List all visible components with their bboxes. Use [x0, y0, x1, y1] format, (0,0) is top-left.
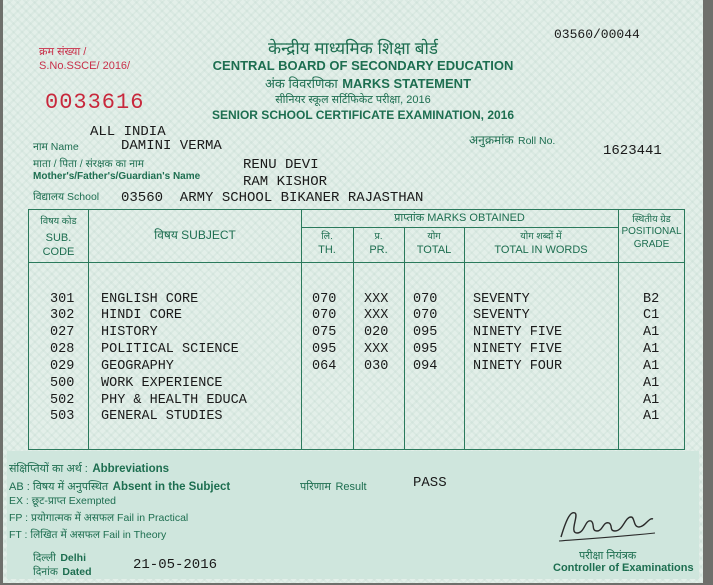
abbrev-ab-hindi: AB : विषय में अनुपस्थित	[9, 481, 109, 493]
marks-statement-card	[3, 0, 703, 583]
row-subject: WORK EXPERIENCE	[101, 376, 223, 391]
th-practical-hindi: प्र.	[374, 231, 383, 242]
marks-statement-hindi: अंक विवरणिका	[264, 76, 338, 91]
board-name-hindi: केन्द्रीय माध्यमिक शिक्षा बोर्ड	[268, 39, 438, 58]
result-label-hindi: परिणाम	[300, 481, 331, 493]
row-code: 029	[50, 359, 75, 374]
marks-statement-english: MARKS STATEMENT	[342, 76, 472, 91]
row-practical: XXX	[364, 342, 389, 357]
col-divider-code	[88, 209, 89, 450]
row-words: NINETY FIVE	[473, 325, 563, 340]
certificate-number: 0033616	[45, 90, 145, 115]
row-code: 028	[50, 342, 75, 357]
roll-no-label-hindi: अनुक्रमांक	[469, 133, 514, 147]
row-total: 070	[413, 292, 438, 307]
row-code: 301	[50, 292, 75, 307]
row-words: NINETY FIVE	[473, 342, 563, 357]
row-words: SEVENTY	[473, 308, 530, 323]
row-practical: 030	[364, 359, 389, 374]
result-value: PASS	[413, 475, 447, 491]
parent-label-hindi: माता / पिता / संरक्षक का नाम	[33, 158, 145, 170]
th-words: TOTAL IN WORDS	[494, 244, 588, 256]
row-code: 500	[50, 376, 75, 391]
parent-label-english: Mother's/Father's/Guardian's Name	[33, 171, 201, 182]
abbrev-ex-line: EX : छूट-प्राप्त Exempted	[9, 495, 117, 507]
row-theory: 095	[312, 342, 337, 357]
table-header-divider	[28, 262, 685, 263]
col-divider-pr	[404, 227, 405, 450]
all-india-label: ALL INDIA	[90, 124, 166, 140]
abbreviations-title-hindi: संक्षिप्तियों का अर्थ :	[9, 463, 88, 475]
table-top-border	[28, 209, 685, 210]
row-practical: XXX	[364, 308, 389, 323]
abbrev-fp-line: FP : प्रयोगात्मक में असफल Fail in Practical	[9, 512, 189, 524]
row-practical: 020	[364, 325, 389, 340]
board-name-english: CENTRAL BOARD OF SECONDARY EDUCATION	[212, 58, 514, 73]
th-code-hindi: विषय कोड	[40, 216, 77, 227]
row-subject: GEOGRAPHY	[101, 359, 174, 374]
row-words: SEVENTY	[473, 292, 530, 307]
serial-label-hindi: क्रम संख्या /	[39, 46, 87, 58]
place-label-hindi: दिल्ली	[33, 552, 56, 564]
date-value: 21-05-2016	[133, 557, 218, 573]
row-code: 302	[50, 308, 75, 323]
controller-english: Controller of Examinations	[553, 562, 694, 574]
row-subject: GENERAL STUDIES	[101, 409, 223, 424]
school-label: विद्यालय School	[33, 191, 100, 203]
col-divider-total	[464, 227, 465, 450]
table-bottom-border	[28, 449, 685, 450]
row-grade: A1	[643, 359, 660, 374]
marks-statement-title	[218, 74, 518, 93]
th-grade-hindi: स्थितीय ग्रेड	[632, 214, 671, 225]
row-code: 027	[50, 325, 75, 340]
th-marks-obtained: प्राप्तांक MARKS OBTAINED	[394, 212, 525, 224]
row-subject: HISTORY	[101, 325, 158, 340]
result-label	[300, 477, 367, 495]
row-total: 094	[413, 359, 438, 374]
exam-name-hindi: सीनियर स्कूल सर्टिफिकेट परीक्षा, 2016	[275, 94, 431, 106]
row-total: 095	[413, 325, 438, 340]
roll-number: 1623441	[603, 143, 662, 159]
roll-no-label	[469, 131, 555, 149]
th-grade-positional: POSITIONAL	[621, 226, 682, 237]
exam-name-english: SENIOR SCHOOL CERTIFICATE EXAMINATION, 2016	[211, 108, 515, 122]
row-grade: A1	[643, 325, 660, 340]
abbrev-ab-line	[9, 477, 230, 495]
table-right-border	[684, 209, 685, 450]
abbreviations-panel	[7, 451, 699, 579]
row-code: 502	[50, 393, 75, 408]
candidate-name: DAMINI VERMA	[121, 138, 222, 154]
th-theory-hindi: लि.	[321, 231, 333, 242]
row-grade: A1	[643, 393, 660, 408]
row-subject: HINDI CORE	[101, 308, 183, 323]
row-total: 070	[413, 308, 438, 323]
dated-label	[33, 562, 92, 580]
serial-number: 03560/00044	[554, 27, 640, 42]
th-total-hindi: योग	[427, 231, 441, 242]
row-theory: 070	[312, 308, 337, 323]
father-name: RAM KISHOR	[243, 174, 328, 190]
row-theory: 064	[312, 359, 337, 374]
row-grade: B2	[643, 292, 660, 307]
th-code-sub: SUB.	[45, 232, 72, 244]
controller-hindi: परीक्षा नियंत्रक	[579, 550, 637, 562]
row-code: 503	[50, 409, 75, 424]
th-subject: विषय SUBJECT	[154, 228, 236, 242]
abbreviations-title	[9, 459, 169, 477]
row-subject: PHY & HEALTH EDUCA	[101, 393, 247, 408]
th-practical: PR.	[369, 244, 388, 256]
row-practical: XXX	[364, 292, 389, 307]
row-words: NINETY FOUR	[473, 359, 563, 374]
th-theory: TH.	[318, 244, 336, 256]
result-label-english: Result	[335, 481, 367, 493]
name-label: नाम Name	[33, 141, 79, 153]
marks-subheader-divider	[301, 227, 618, 228]
col-divider-th	[353, 227, 354, 450]
roll-no-label-english: Roll No.	[518, 135, 556, 147]
controller-signature	[555, 503, 665, 547]
th-words-hindi: योग शब्दों में	[520, 231, 562, 242]
row-subject: POLITICAL SCIENCE	[101, 342, 239, 357]
row-grade: C1	[643, 308, 660, 323]
row-grade: A1	[643, 376, 660, 391]
row-grade: A1	[643, 342, 660, 357]
mother-name: RENU DEVI	[243, 157, 319, 173]
row-total: 095	[413, 342, 438, 357]
place-label-english: Delhi	[60, 552, 86, 564]
th-total: TOTAL	[416, 244, 452, 256]
abbrev-ft-line: FT : लिखित में असफल Fail in Theory	[9, 529, 167, 541]
th-grade-grade: GRADE	[633, 239, 670, 250]
row-subject: ENGLISH CORE	[101, 292, 199, 307]
abbreviations-title-english: Abbreviations	[92, 463, 170, 475]
row-grade: A1	[643, 409, 660, 424]
row-theory: 070	[312, 292, 337, 307]
serial-label-english: S.No.SSCE/ 2016/	[39, 60, 131, 72]
th-code-code: CODE	[42, 246, 75, 258]
dated-label-hindi: दिनांक	[33, 566, 58, 578]
school-name: 03560 ARMY SCHOOL BIKANER RAJASTHAN	[121, 190, 424, 206]
abbrev-ab-english: Absent in the Subject	[112, 481, 231, 493]
row-theory: 075	[312, 325, 337, 340]
dated-label-english: Dated	[62, 566, 92, 578]
